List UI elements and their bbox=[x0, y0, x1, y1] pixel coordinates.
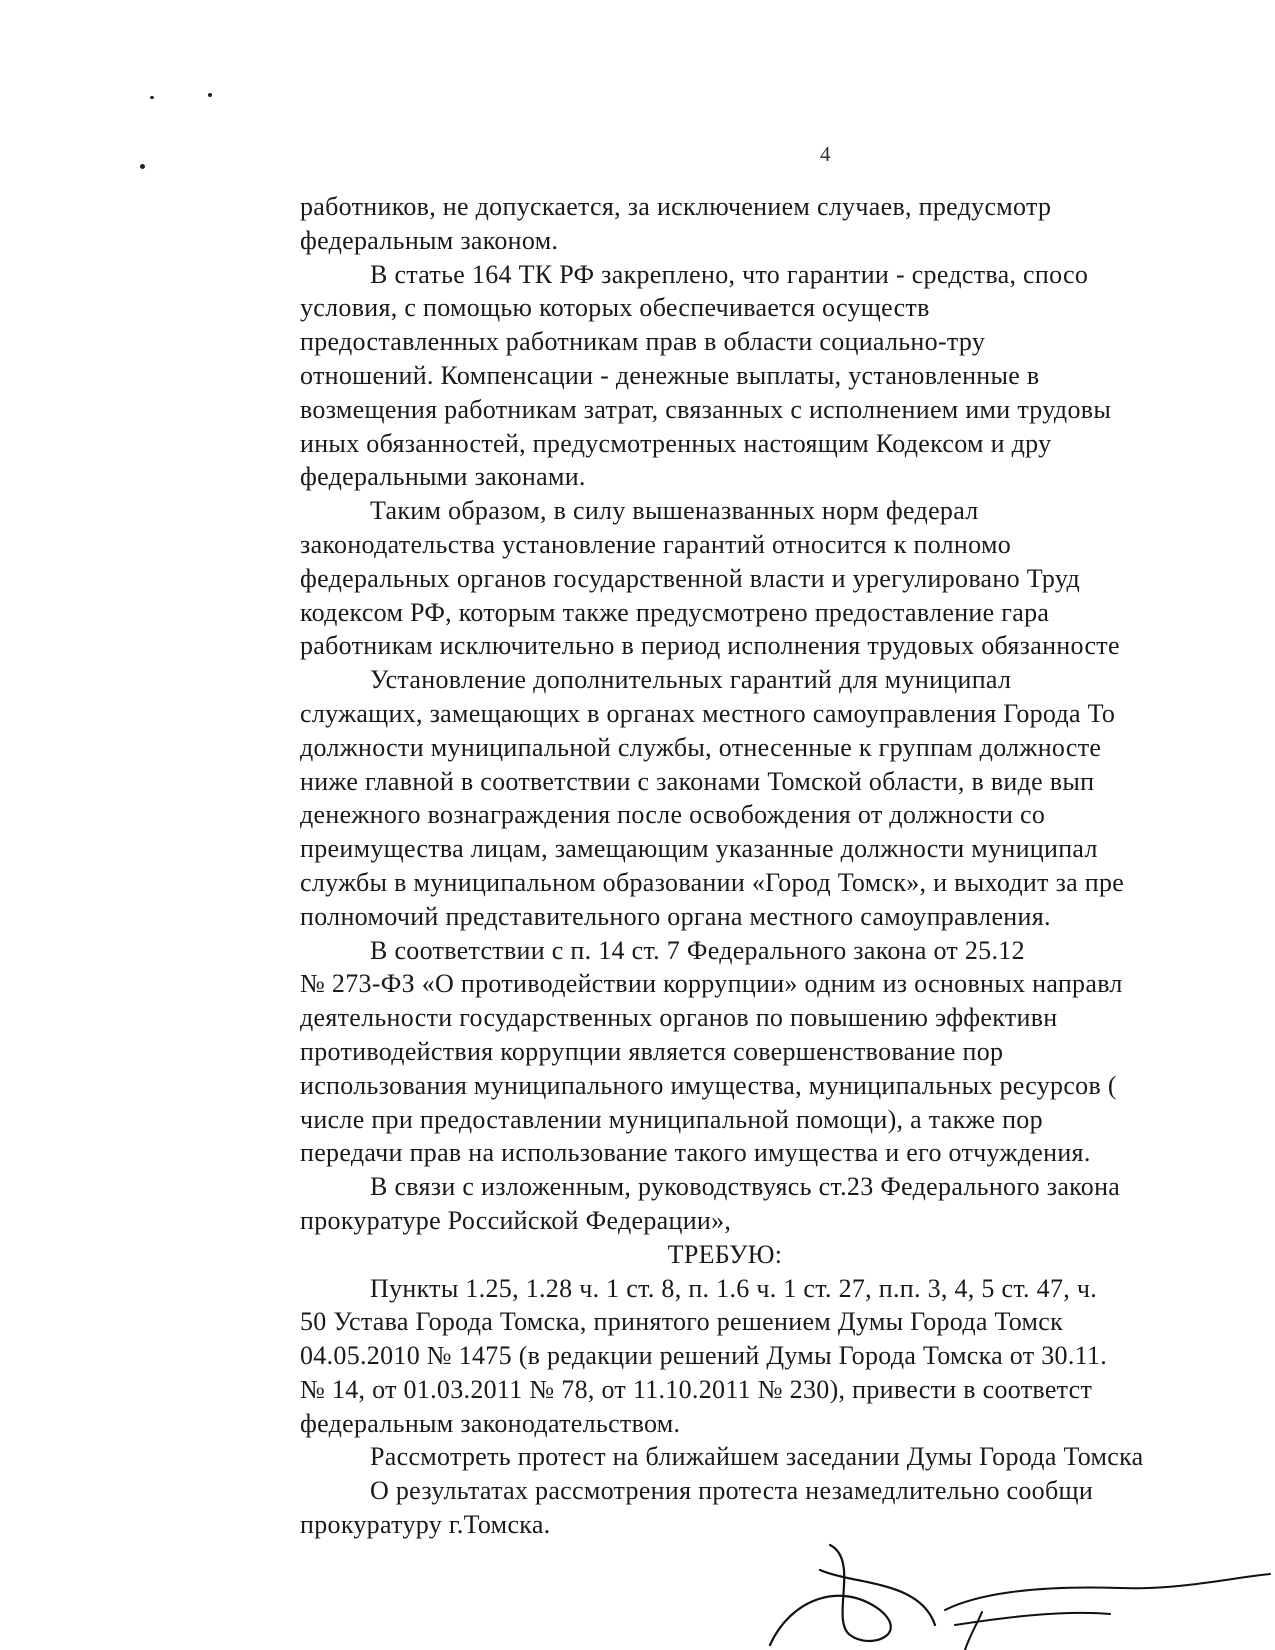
paragraph-8: Пункты 1.25, 1.28 ч. 1 ст. 8, п. 1.6 ч. 1 ст. 27, п.п. 3, 4, 5 ст. 47, ч. 50 Устава Города Томска, принятого решением Думы Города Томск 04.05.2010 № 1475 (в редакции решений Думы Города Томска от 30.11. № 14, от 01.03.2011 № 78, от 11.10.2011 № 230), привести в соответст федеральным законодательством. bbox=[300, 1273, 1108, 1438]
paragraph-3: Таким образом, в силу вышеназванных норм федерал законодательства установление гарантий относится к полномо федеральных органов государственной власти и урегулировано Труд кодексом РФ, которым также предусмотрено предоставление гара работникам исключительно в период исполнения трудовых обязанносте bbox=[300, 496, 1120, 661]
paragraph-10: О результатах рассмотрения протеста незамедлительно сообщи прокуратуру г.Томска. bbox=[300, 1476, 1094, 1540]
paragraph-4: Установление дополнительных гарантий для муниципал служащих, замещающих в органах местного самоуправления Города То должности муниципальной службы, отнесенные к группам должносте ниже главной в соответствии с законами Томской области, в виде вып денежного вознаграждения после освобождения от должности со преимущества лицам, замещающим указанные должности муниципал службы в муниципальном образовании «Город Томск», и выходит за пре полномочий представительного органа местного самоуправления. bbox=[300, 665, 1125, 931]
document-body bbox=[300, 190, 1275, 1542]
demand-heading: ТРЕБУЮ: bbox=[667, 1239, 783, 1269]
signature bbox=[760, 1540, 1275, 1650]
paragraph-6: В связи с изложенным, руководствуясь ст.23 Федерального закона прокуратуре Российской Федерации», bbox=[300, 1172, 1121, 1235]
paragraph-1: работников, не допускается, за исключением случаев, предусмотр федеральным законом. bbox=[300, 192, 1052, 255]
scan-speck bbox=[208, 93, 212, 97]
scan-speck bbox=[150, 96, 154, 99]
paragraph-2: В статье 164 ТК РФ закреплено, что гарантии - средства, спосо условия, с помощью которых обеспечивается осуществ предоставленных работникам прав в области социально-тру отношений. Компенсации - денежные выплаты, установленные в возмещения работникам затрат, связанных с исполнением ими трудовы иных обязанностей, предусмотренных настоящим Кодексом и дру федеральными законами. bbox=[300, 259, 1112, 492]
paragraph-5: В соответствии с п. 14 ст. 7 Федерального закона от 25.12 № 273-ФЗ «О противодействии коррупции» одним из основных направл деятельности государственных органов по повышению эффективн противодействия коррупции является совершенствование пор использования муниципального имущества, муниципальных ресурсов ( числе при предоставлении муниципальной помощи), а также пор передачи прав на использование такого имущества и его отчуждения. bbox=[300, 935, 1123, 1168]
paragraph-9: Рассмотреть протест на ближайшем заседании Думы Города Томска bbox=[370, 1442, 1144, 1472]
page-number: 4 bbox=[820, 142, 831, 166]
scan-speck bbox=[140, 164, 145, 169]
